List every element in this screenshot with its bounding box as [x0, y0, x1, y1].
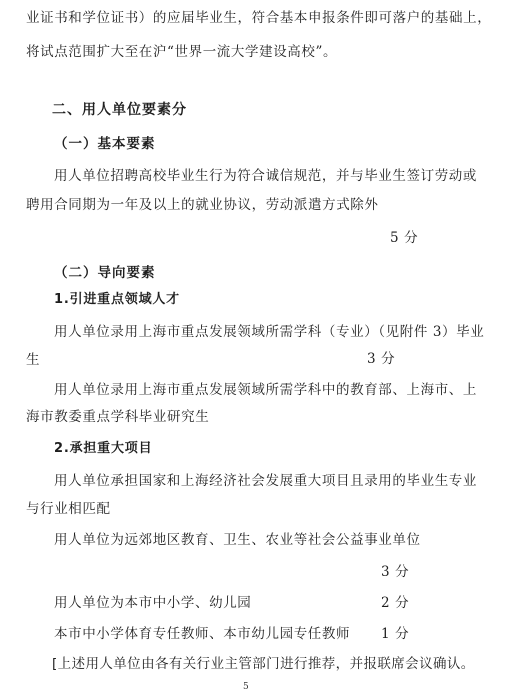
major-projects-p3-score: 2 分 [381, 595, 410, 611]
major-projects-p4-text: 本市中小学体育专任教师、本市幼儿园专任教师 [54, 626, 351, 642]
item-heading-key-talent: 1.引进重点领域人才 [54, 292, 180, 307]
basic-text-line-1: 用人单位招聘高校毕业生行为符合诚信规范，并与毕业生签订劳动或 [54, 168, 477, 184]
major-projects-p4-score: 1 分 [381, 626, 410, 642]
subsection-heading-guidance: （二）导向要素 [54, 265, 156, 281]
major-projects-p1-line-1: 用人单位承担国家和上海经济社会发展重大项目且录用的毕业生专业 [54, 473, 477, 489]
key-talent-p2-line-1: 用人单位录用上海市重点发展领域所需学科中的教育部、上海市、上 [54, 382, 477, 398]
page-number: 5 [243, 682, 249, 692]
major-projects-p1-line-2: 与行业相匹配 [26, 501, 111, 517]
key-talent-p1-score: 3 分 [367, 351, 396, 367]
intro-line-1: 业证书和学位证书）的应届毕业生，符合基本申报条件即可落户的基础上， [26, 10, 492, 26]
recommendation-note: [上述用人单位由各有关行业主管部门进行推荐，并报联席会议确认。 [52, 656, 475, 672]
basic-score: 5 分 [390, 230, 419, 246]
item-heading-major-projects: 2.承担重大项目 [54, 441, 153, 456]
subsection-heading-basic: （一）基本要素 [54, 136, 156, 152]
major-projects-p2-score: 3 分 [381, 564, 410, 580]
major-projects-p3-text: 用人单位为本市中小学、幼儿园 [54, 595, 252, 611]
intro-line-2: 将试点范围扩大至在沪“世界一流大学建设高校”。 [26, 44, 338, 60]
section-heading-employer-score: 二、用人单位要素分 [52, 102, 187, 118]
key-talent-p2-line-2: 海市教委重点学科毕业研究生 [26, 409, 210, 425]
major-projects-p2-text: 用人单位为远郊地区教育、卫生、农业等社会公益事业单位 [54, 532, 421, 548]
basic-text-line-2: 聘用合同期为一年及以上的就业协议，劳动派遣方式除外 [26, 197, 379, 213]
key-talent-p1-line-2: 生 [26, 352, 41, 368]
key-talent-p1-line-1: 用人单位录用上海市重点发展领域所需学科（专业）（见附件 3）毕业 [54, 324, 485, 340]
